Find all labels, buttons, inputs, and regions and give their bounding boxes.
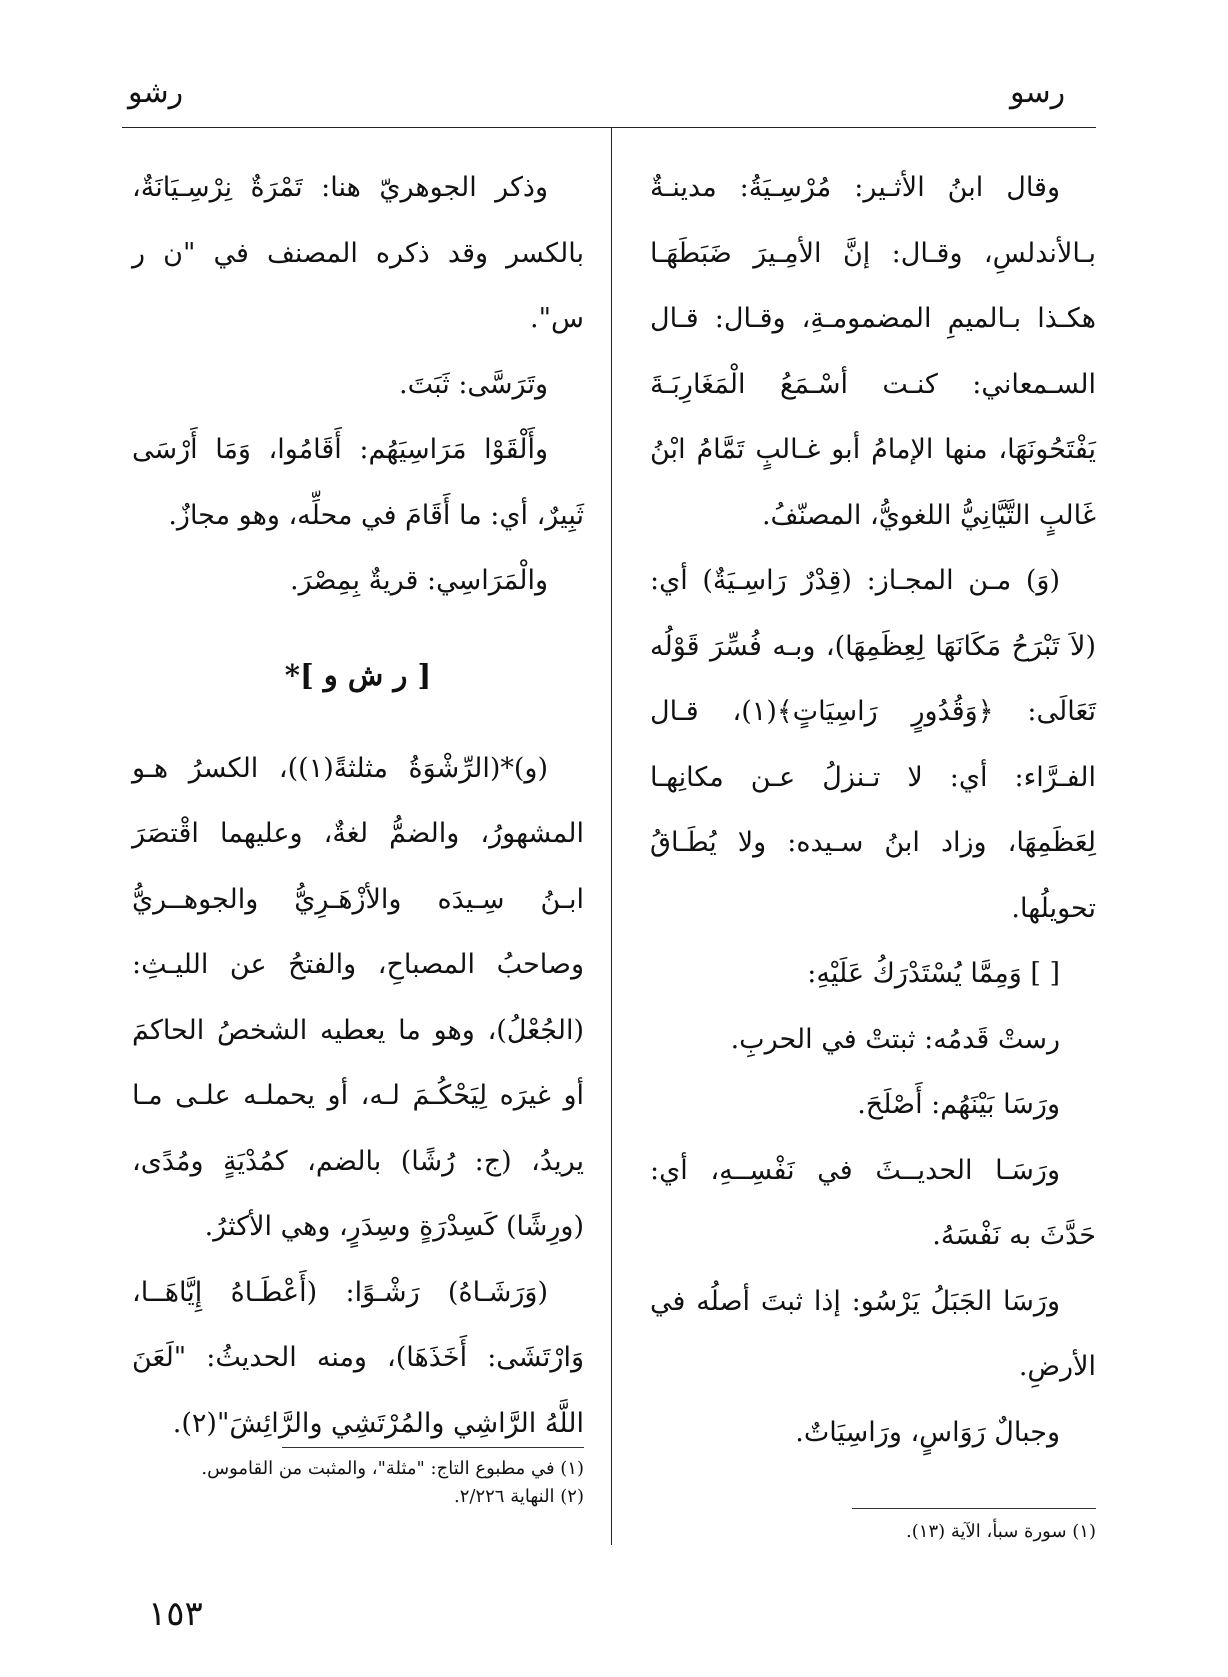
- left-column: [132, 155, 584, 1456]
- paragraph: وأَلْقَوْا مَرَاسِيَهُم: أَقَامُوا، وَمَا أَرْسَى ثَبِيرٌ، أي: ما أَقَامَ في محلِّه، وهو مجازٌ.: [132, 434, 584, 531]
- column-divider: [611, 127, 612, 1545]
- paragraph: وذكر الجوهريّ هنا: تَمْرَةٌ نِرْسِـيَانَةٌ، بالكسر وقد ذكره المصنف في "ن ر س".: [132, 172, 584, 334]
- paragraph: [ ] وَمِمَّا يُسْتَدْرَكُ عَلَيْهِ:: [807, 958, 1060, 989]
- footnote: (١) سورة سبأ، الآية (١٣).: [906, 1521, 1096, 1542]
- entry-heading: [ ر ش و ]*: [284, 657, 432, 692]
- footnote-rule-left: [282, 1447, 584, 1448]
- footnotes-right: [780, 1518, 1096, 1546]
- paragraph: ورَسَـا الحديــثَ في نَفْسِــهِ، أي: حَدَّثَ به نَفْسَهُ.: [650, 1154, 1096, 1251]
- paragraph: والْمَرَاسِي: قريةٌ بِمِصْرَ.: [290, 565, 548, 596]
- right-column: [650, 155, 1096, 1465]
- footnote-rule-right: [852, 1508, 1096, 1509]
- paragraph: (و)*(الرِّشْوَةُ مثلثةً(١))، الكسرُ هـو المشهورُ، والضمُّ لغةٌ، وعليهما اقْتصَرَ ابـنُ سِـيدَه والأزْهَـرِيُّ والجوهــريُّ وصاحبُ المصباحِ، والفتحُ عن الليـثِ: (الجُعْلُ)، وهو ما يعطيه الشخصُ الحاكمَ أو غيرَه لِيَحْكُـمَ لـه، أو يحملـه علـى مـا يريدُ، (ج: رُشًا) بالضم، كمُدْيَةٍ ومُدًى، (ورِشًا) كَسِدْرَةٍ وسِدَرٍ، وهي الأكثرُ.: [132, 752, 584, 1242]
- paragraph: ورَسَا الجَبَلُ يَرْسُو: إذا ثبتَ أصلُه في الأرضِ.: [650, 1285, 1096, 1382]
- header-rule: [122, 127, 1096, 128]
- paragraph: وقال ابنُ الأثـير: مُرْسِـيَةُ: مدينـةٌ بـالأندلسِ، وقـال: إنَّ الأمِـيرَ ضَبَطَهَـا هكـذا بـالميمِ المضمومـةِ، وقـال: قـال السـمعاني: كنـت أسْـمَعُ الْمَغَارِبَـةَ يَفْتَحُونَهَا، منها الإمامُ أبو غـالبٍ تَمَّامُ ابْنُ غَالبٍ التَّيَّانِيُّ اللغويُّ، المصنّفُ.: [650, 172, 1096, 531]
- paragraph: (وَ) مـن المجـاز: (قِدْرٌ رَاسِـيَةٌ) أي: (لاَ تَبْرَحُ مَكَانَهَا لِعِظَمِهَا)، وبـه فُسِّرَ قَوْلُه تَعَالَى: ﴿وَقُدُورٍ رَاسِيَاتٍ﴾(١)، قـال الفـرَّاء: أي: لا تـنزلُ عـن مكانِهـا لِعَظَمِهَا، وزاد ابنُ سـيده: ولا يُطَـاقُ تحويلُها.: [650, 565, 1096, 924]
- footnote: (٢) النهاية ٢/٢٢٦.: [453, 1486, 584, 1507]
- running-header-right: رسو: [1010, 75, 1066, 110]
- paragraph: (وَرَشَـاهُ) رَشْـوًا: (أَعْطَـاهُ إِيَّاهَــا، وَارْتَشَى: أَخَذَهَا)، ومنه الحديثُ: "لَعَنَ اللَّهُ الرَّاشِي والمُرْتَشِي والرَّائِشَ"(٢).: [132, 1276, 584, 1439]
- paragraph: وتَرَسَّى: ثَبَتَ.: [398, 368, 548, 400]
- page-number: ١٥٣: [148, 1594, 203, 1634]
- paragraph: رستْ قَدمُه: ثبتتْ في الحربِ.: [730, 1023, 1060, 1055]
- running-header-left: رشو: [128, 75, 184, 110]
- paragraph: ورَسَا بَيْنَهُم: أَصْلَحَ.: [857, 1089, 1060, 1120]
- footnotes-left: [132, 1455, 584, 1511]
- footnote: (١) في مطبوع التاج: "مثلة"، والمثبت من القاموس.: [201, 1458, 584, 1479]
- paragraph: وجبالٌ رَوَاسٍ، ورَاسِيَاتٌ.: [795, 1416, 1060, 1448]
